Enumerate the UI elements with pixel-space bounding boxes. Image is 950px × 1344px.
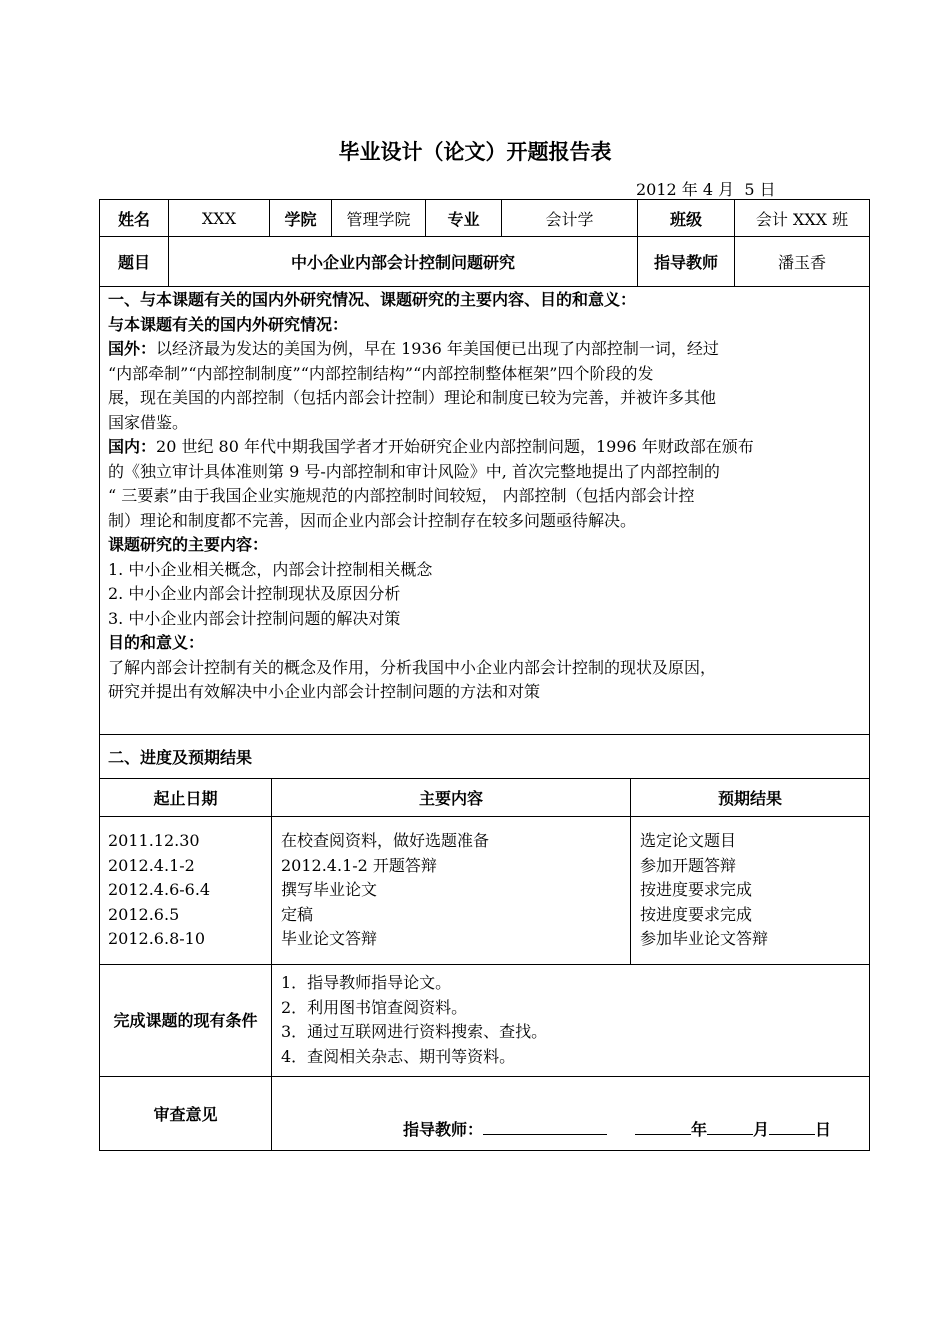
section1-heading: 一、与本课题有关的国内外研究情况、课题研究的主要内容、目的和意义： bbox=[108, 290, 637, 309]
major-value: 会计学 bbox=[501, 199, 638, 237]
major-label: 专业 bbox=[425, 199, 502, 237]
condition-item: 3．通过互联网进行资料搜索、查找。 bbox=[281, 1022, 548, 1041]
college-label: 学院 bbox=[269, 199, 332, 237]
results-list bbox=[640, 829, 768, 952]
result-entry: 参加毕业论文答辩 bbox=[640, 929, 769, 948]
domestic-line: 制）理论和制度都不完善，因而企业内部会计控制存在较多问题亟待解决。 bbox=[108, 510, 637, 530]
result-entry: 选定论文题目 bbox=[640, 831, 737, 850]
purpose-line: 研究并提出有效解决中小企业内部会计控制问题的方法和对策 bbox=[108, 682, 541, 701]
name-label: 姓名 bbox=[99, 199, 169, 237]
result-entry: 按进度要求完成 bbox=[640, 904, 753, 924]
abroad-line: 国家借鉴。 bbox=[108, 412, 189, 432]
month-field[interactable] bbox=[707, 1118, 753, 1135]
document-title: 毕业设计（论文）开题报告表 bbox=[338, 140, 612, 164]
review-label: 审查意见 bbox=[99, 1076, 272, 1151]
abroad-line: 以经济最为发达的美国为例，早在 1936 年美国便已出现了内部控制一词，经过 bbox=[156, 339, 719, 358]
content-entry: 撰写毕业论文 bbox=[281, 880, 378, 899]
advisor-value: 潘玉香 bbox=[734, 236, 870, 287]
advisor-sign-label: 指导教师： bbox=[403, 1120, 484, 1139]
result-entry: 参加开题答辩 bbox=[640, 855, 737, 875]
research-text bbox=[108, 288, 754, 705]
condition-item: 2．利用图书馆查阅资料。 bbox=[281, 997, 468, 1017]
content-item: 1. 中小企业相关概念，内部会计控制相关概念 bbox=[108, 559, 433, 579]
col-content-header: 主要内容 bbox=[271, 778, 631, 817]
dates-list bbox=[108, 829, 210, 952]
domestic-line: 的《独立审计具体准则第 9 号-内部控制和审计风险》中, 首次完整地提出了内部控制的 bbox=[108, 461, 720, 481]
result-entry: 按进度要求完成 bbox=[640, 880, 753, 899]
abroad-line: “内部牵制”“内部控制制度”“内部控制结构”“内部控制整体框架”四个阶段的发 bbox=[108, 363, 654, 383]
domestic-line: “ 三要素”由于我国企业实施规范的内部控制时间较短， 内部控制（包括内部会计控 bbox=[108, 486, 695, 505]
purpose-line: 了解内部会计控制有关的概念及作用，分析我国中小企业内部会计控制的现状及原因， bbox=[108, 657, 717, 677]
date-item: 2012.4.6-6.4 bbox=[108, 880, 211, 899]
content-entry: 2012.4.1-2 开题答辩 bbox=[281, 855, 437, 875]
condition-item: 4．查阅相关杂志、期刊等资料。 bbox=[281, 1046, 516, 1066]
name-value: XXX bbox=[168, 199, 270, 237]
abroad-label: 国外： bbox=[108, 339, 157, 358]
contents-list bbox=[281, 829, 489, 952]
content-item: 2. 中小企业内部会计控制现状及原因分析 bbox=[108, 584, 401, 603]
conditions-list bbox=[281, 971, 547, 1069]
class-value: 会计 XXX 班 bbox=[734, 199, 870, 237]
content-entry: 毕业论文答辩 bbox=[281, 929, 378, 948]
research-status-heading: 与本课题有关的国内外研究情况： bbox=[108, 314, 349, 334]
day-label: 日 bbox=[815, 1120, 832, 1139]
report-date: 2012 年 4 月 5 日 bbox=[636, 180, 776, 199]
advisor-label: 指导教师 bbox=[637, 236, 735, 287]
domestic-label: 国内： bbox=[108, 437, 157, 456]
date-item: 2012.6.5 bbox=[108, 904, 180, 924]
class-label: 班级 bbox=[637, 199, 735, 237]
purpose-heading: 目的和意义： bbox=[108, 633, 205, 652]
abroad-line: 展，现在美国的内部控制（包括内部会计控制）理论和制度已较为完善，并被许多其他 bbox=[108, 388, 717, 407]
day-field[interactable] bbox=[769, 1118, 815, 1135]
col-result-header: 预期结果 bbox=[630, 778, 870, 817]
college-value: 管理学院 bbox=[331, 199, 426, 237]
signature-line bbox=[403, 1117, 831, 1140]
domestic-line: 20 世纪 80 年代中期我国学者才开始研究企业内部控制问题，1996 年财政部在颁布 bbox=[156, 437, 754, 456]
year-label: 年 bbox=[691, 1120, 708, 1139]
advisor-signature-field[interactable] bbox=[483, 1118, 607, 1135]
date-item: 2012.4.1-2 bbox=[108, 855, 195, 875]
month-label: 月 bbox=[753, 1120, 770, 1139]
date-item: 2012.6.8-10 bbox=[108, 929, 206, 948]
col-dates-header: 起止日期 bbox=[99, 778, 272, 817]
date-item: 2011.12.30 bbox=[108, 831, 200, 850]
topic-label: 题目 bbox=[99, 236, 169, 287]
topic-value: 中小企业内部会计控制问题研究 bbox=[168, 236, 638, 287]
content-entry: 在校查阅资料，做好选题准备 bbox=[281, 831, 490, 850]
main-content-heading: 课题研究的主要内容： bbox=[108, 535, 269, 554]
condition-item: 1．指导教师指导论文。 bbox=[281, 973, 452, 992]
content-item: 3. 中小企业内部会计控制问题的解决对策 bbox=[108, 608, 401, 628]
section2-heading: 二、进度及预期结果 bbox=[108, 748, 253, 767]
conditions-label: 完成课题的现有条件 bbox=[99, 964, 272, 1077]
content-entry: 定稿 bbox=[281, 904, 314, 924]
year-field[interactable] bbox=[635, 1118, 691, 1135]
